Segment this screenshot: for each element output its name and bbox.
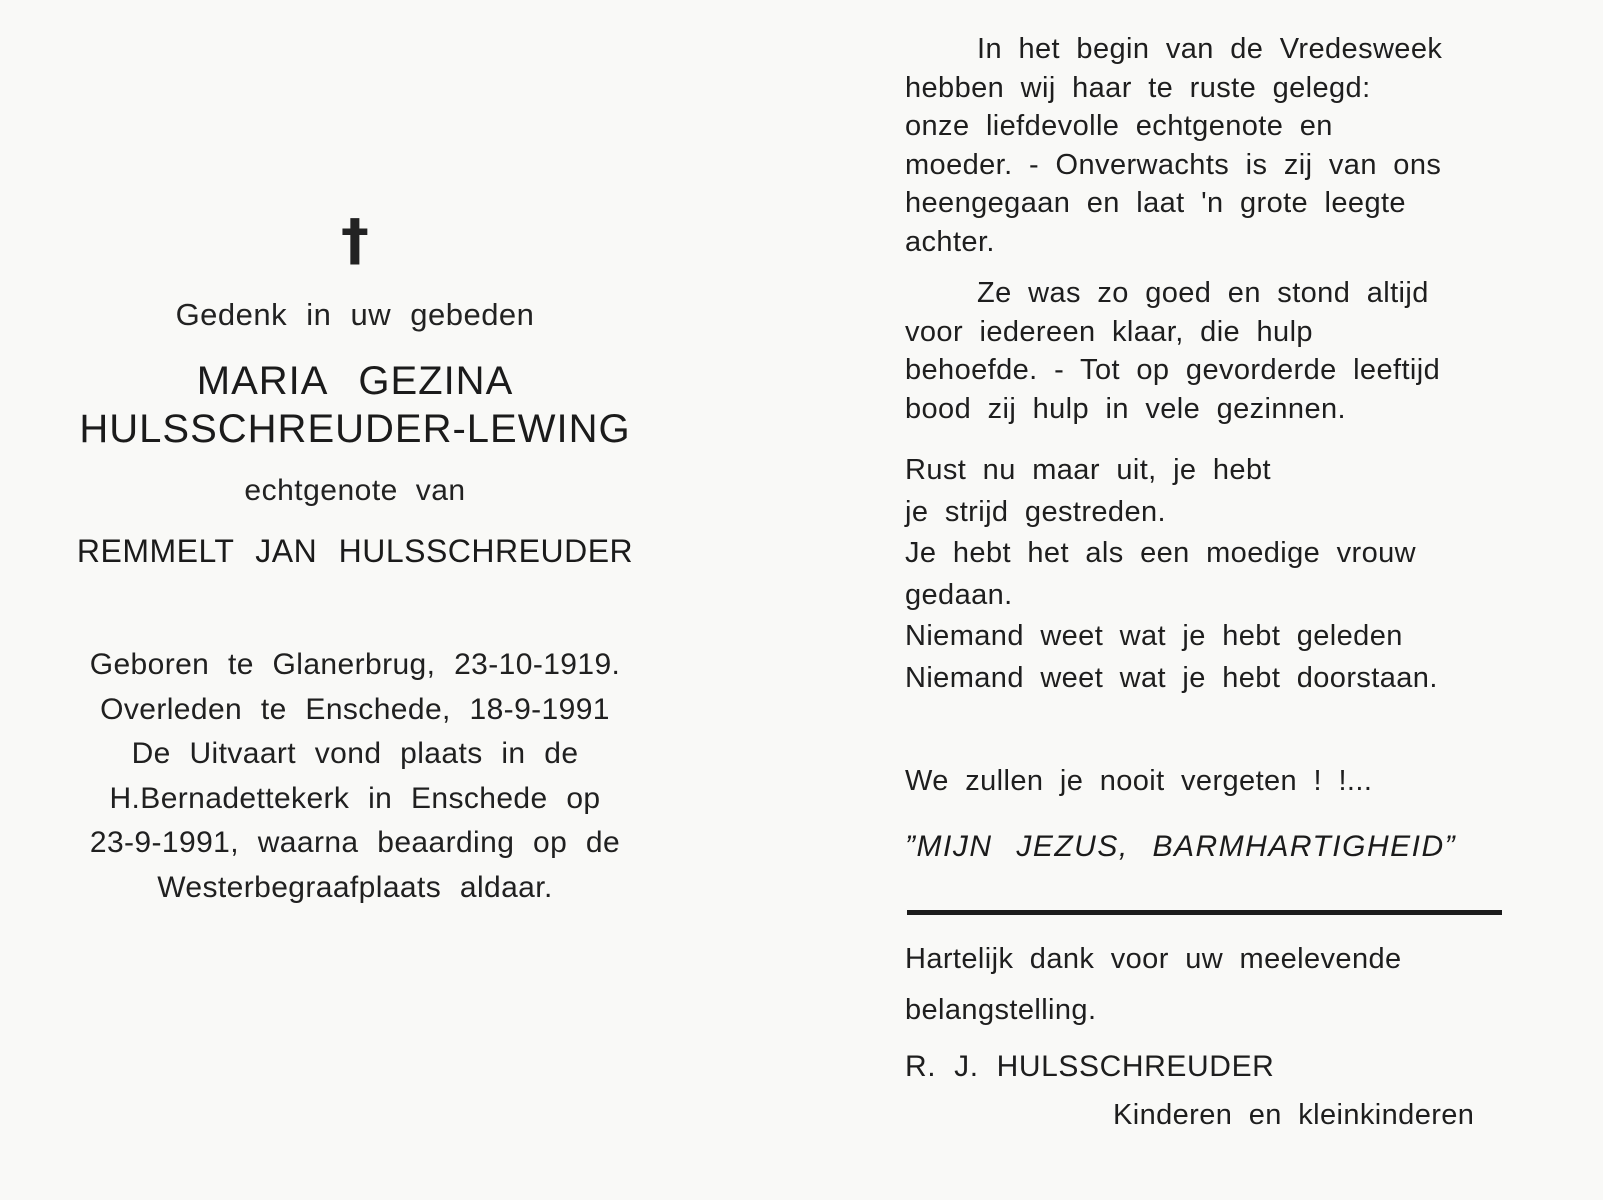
memorial-paragraph-2 <box>905 274 1570 428</box>
deceased-name <box>25 357 685 453</box>
poem-line: Niemand weet wat je hebt geleden <box>905 620 1403 652</box>
life-details-line: Overleden te Enschede, 18-9-1991 <box>100 692 610 726</box>
life-details-line: Westerbegraafplaats aldaar. <box>157 870 553 904</box>
poem-line: je strijd gestreden. <box>905 495 1166 528</box>
never-forget-line: We zullen je nooit vergeten ! !... <box>905 765 1373 797</box>
signature-name: R. J. HULSSCHREUDER <box>905 1050 1275 1083</box>
relation-line: echtgenote van <box>244 474 466 507</box>
paragraph-line: heengegaan en laat 'n grote leegte <box>905 187 1406 219</box>
memorial-paragraph-1 <box>905 30 1570 261</box>
paragraph-line: onze liefdevolle echtgenote en <box>905 110 1333 142</box>
paragraph-line: behoefde. - Tot op gevorderde leeftijd <box>905 354 1441 386</box>
spouse-name: REMMELT JAN HULSSCHREUDER <box>76 533 634 569</box>
poem-line: Rust nu maar uit, je hebt <box>905 454 1271 486</box>
paragraph-line: achter. <box>905 225 995 258</box>
paragraph-line: bood zij hulp in vele gezinnen. <box>905 392 1346 425</box>
poem-line: gedaan. <box>905 578 1013 611</box>
horizontal-divider <box>907 910 1502 915</box>
thanks-line: belangstelling. <box>905 994 1097 1026</box>
thanks-message <box>905 934 1570 1036</box>
poem-line: Je hebt het als een moedige vrouw <box>905 537 1416 569</box>
paragraph-line: moeder. - Onverwachts is zij van ons <box>905 148 1442 181</box>
signature-family-line: Kinderen en kleinkinderen <box>1113 1099 1475 1131</box>
life-details-line: Geboren te Glanerbrug, 23-10-1919. <box>89 648 621 681</box>
life-details-line: 23-9-1991, waarna beaarding op de <box>89 826 621 859</box>
cross-icon: † <box>341 208 369 273</box>
paragraph-line: Ze was zo goed en stond altijd <box>977 277 1429 309</box>
paragraph-line: hebben wij haar te ruste gelegd: <box>905 71 1371 104</box>
poem-line: Niemand weet wat je hebt doorstaan. <box>905 661 1438 694</box>
deceased-name-line1: MARIA GEZINA <box>196 359 514 403</box>
life-details-line: De Uitvaart vond plaats in de <box>131 737 579 770</box>
deceased-name-line2: HULSSCHREUDER-LEWING <box>79 407 631 451</box>
thanks-line: Hartelijk dank voor uw meelevende <box>905 943 1402 975</box>
dedication-line: Gedenk in uw gebeden <box>175 297 535 332</box>
life-details-line: H.Bernadettekerk in Enschede op <box>109 781 601 815</box>
paragraph-line: voor iedereen klaar, die hulp <box>905 315 1313 348</box>
invocation-quote: ”MIJN JEZUS, BARMHARTIGHEID” <box>905 830 1457 863</box>
life-details <box>25 643 685 910</box>
paragraph-line: In het begin van de Vredesweek <box>977 33 1443 65</box>
memorial-poem <box>905 450 1570 699</box>
